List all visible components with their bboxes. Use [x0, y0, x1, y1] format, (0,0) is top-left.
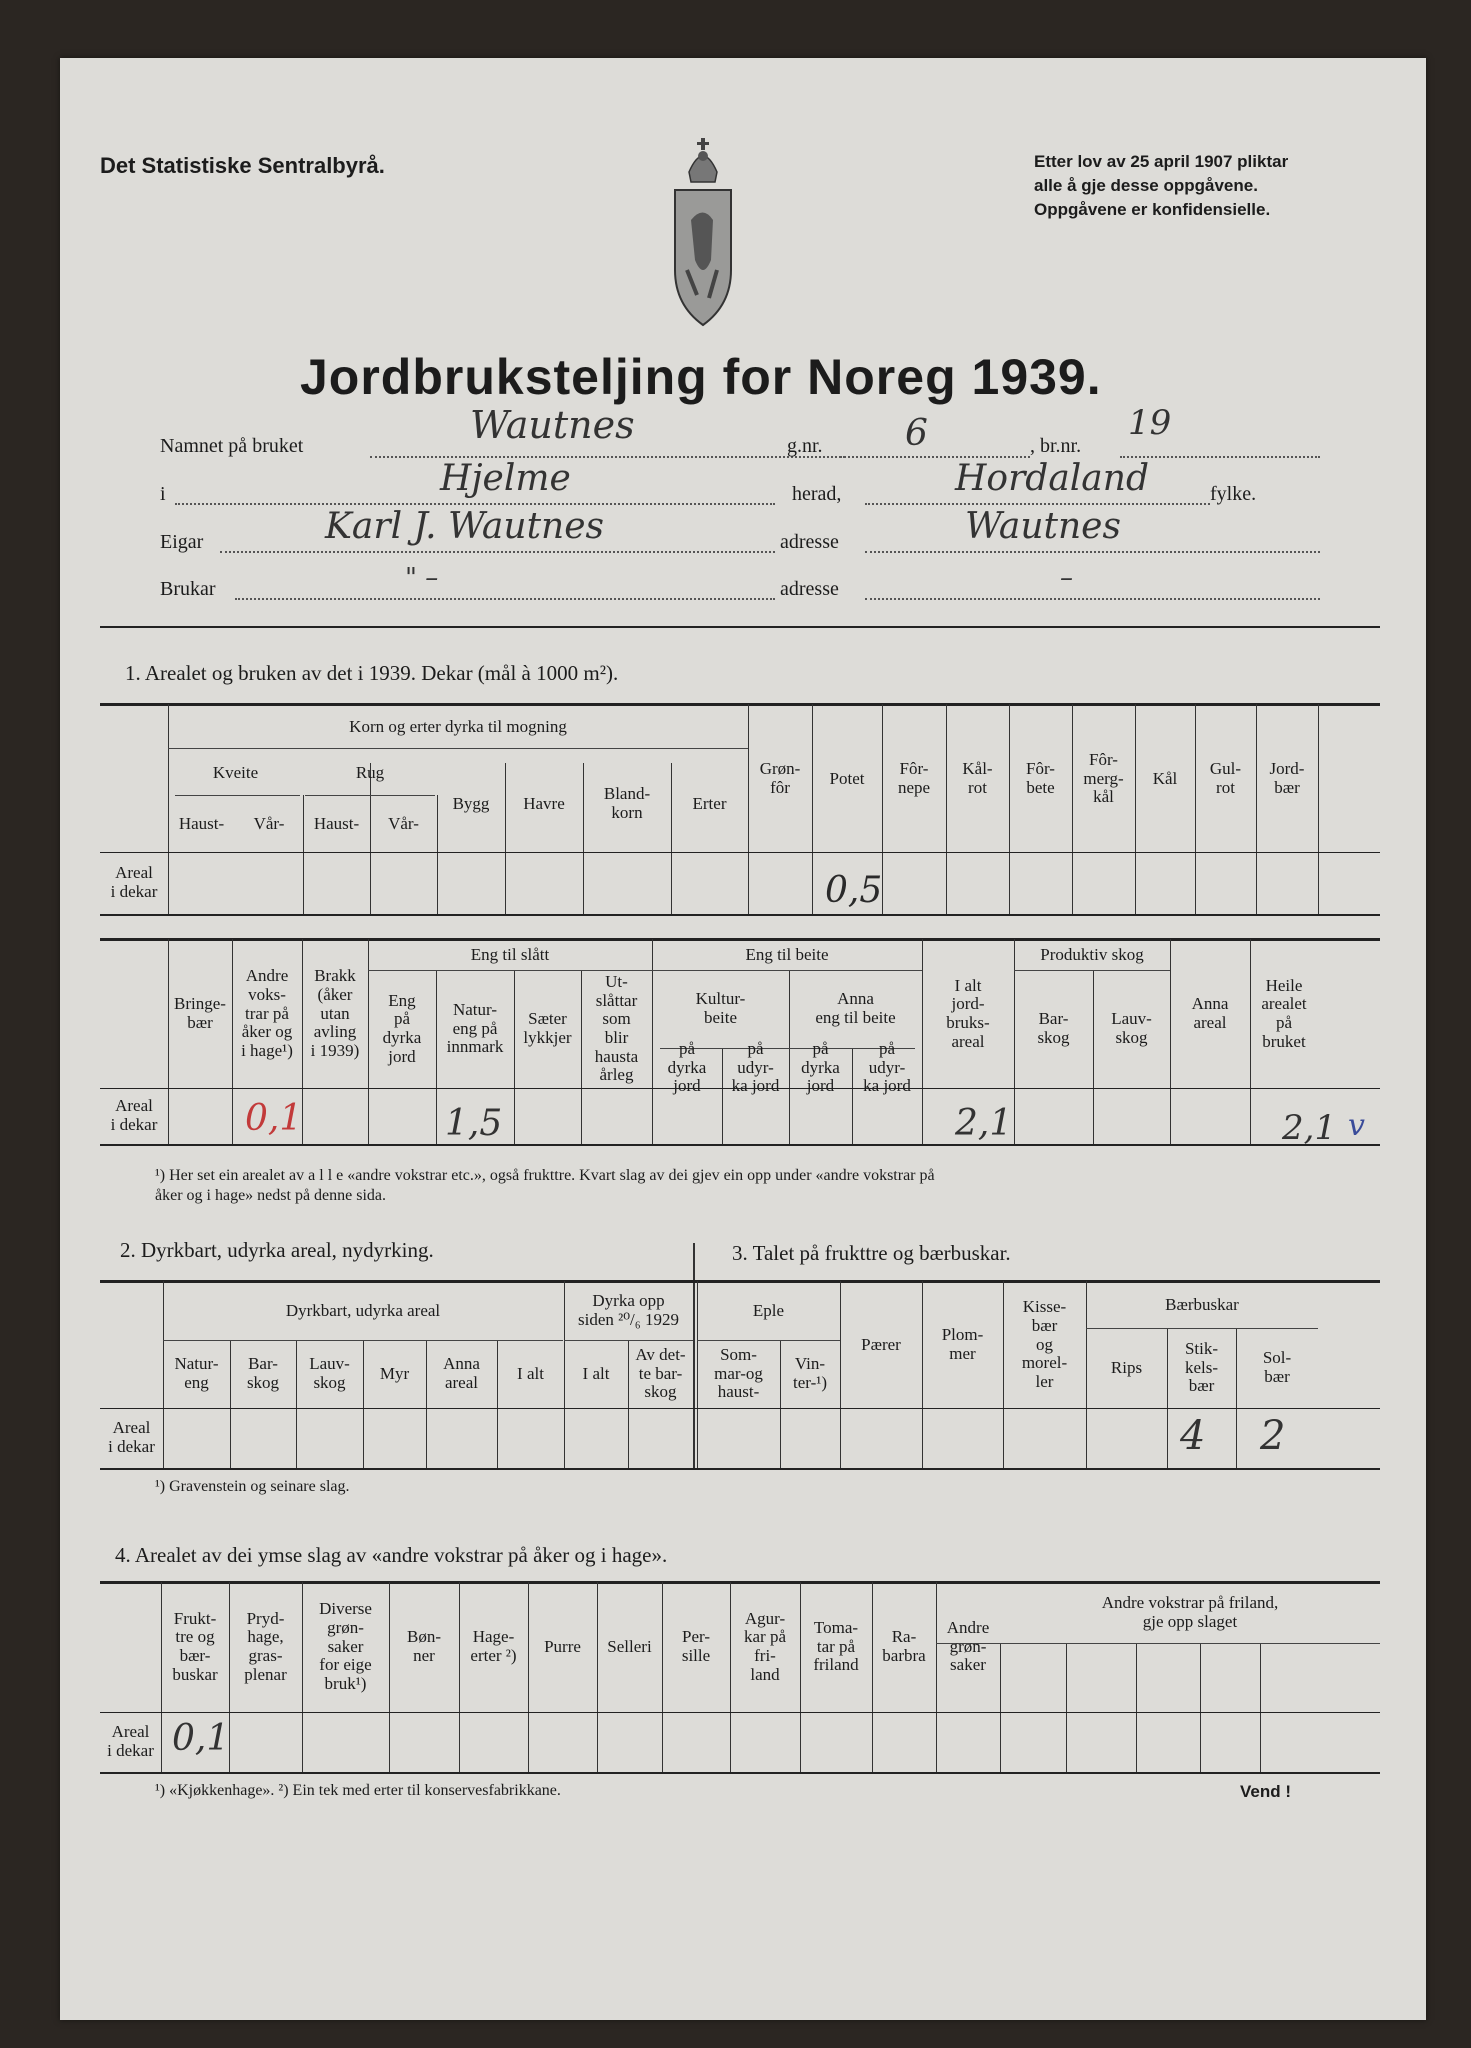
i-value: Hjelme — [440, 458, 571, 499]
kissebaer-header: Kisse- bær og morel- ler — [1021, 1297, 1068, 1392]
s2-i-alt-header: I alt — [517, 1363, 544, 1383]
i-alt-jord-header: I alt jord- bruks- areal — [946, 975, 990, 1051]
section4-footnote: ¹) «Kjøkkenhage». ²) Ein tek med erter til konservesfabrikkane. — [155, 1782, 561, 1799]
section2-title: 2. Dyrkbart, udyrka areal, nydyrking. — [120, 1238, 434, 1262]
heile-header: Heile arealet på bruket — [1261, 975, 1307, 1051]
section4-title: 4. Arealet av dei ymse slag av «andre vokstrar på åker og i hage». — [115, 1543, 668, 1567]
saeter-header: Sæter lykkjer — [523, 1009, 572, 1047]
frukttre-header: Frukt- tre og bær- buskar — [172, 1608, 218, 1684]
anna-areal-header: Anna areal — [1191, 994, 1229, 1032]
brukar-adresse-value: – — [1060, 563, 1073, 593]
solbaer-header: Sol- bær — [1262, 1348, 1292, 1386]
andre-gron-header: Andre grøn- saker — [946, 1617, 990, 1675]
rabarbra-header: Ra- barbra — [882, 1627, 926, 1665]
solbaer-value: 2 — [1260, 1413, 1286, 1459]
lauvskog-header: Lauv- skog — [1111, 1009, 1152, 1047]
brukar-label: Brukar — [160, 578, 216, 600]
heile-check-mark: v — [1348, 1108, 1365, 1143]
bygg-header: Bygg — [452, 793, 490, 813]
law-line-1: Etter lov av 25 april 1907 pliktar — [1034, 152, 1289, 171]
formergkal-header: Fôr- merg- kål — [1083, 749, 1124, 807]
kultur-pa-udyrka: på udyr- ka jord — [731, 1038, 780, 1096]
bringebaer-header: Bringe- bær — [174, 994, 226, 1032]
namnet-value: Wautnes — [470, 403, 635, 447]
law-notice — [1034, 150, 1288, 222]
section1-title: 1. Arealet og bruken av det i 1939. Dekar (mål à 1000 m²). — [125, 661, 619, 685]
kulturbeite-header: Kultur- beite — [695, 989, 746, 1027]
korn-header: Korn og erter dyrka til mogning — [349, 716, 567, 736]
form-paper — [60, 58, 1426, 2020]
gnr-value: 6 — [905, 413, 928, 454]
i-alt-value: 2,1 — [955, 1103, 1013, 1144]
utslattar-header: Ut- slåttar som blir hausta årleg — [594, 971, 639, 1085]
gulrot-header: Gul- rot — [1209, 759, 1242, 797]
eple-header: Eple — [752, 1300, 785, 1320]
coat-of-arms-icon — [667, 120, 739, 350]
frukttre-value: 0,1 — [172, 1718, 230, 1759]
kal-header: Kål — [1152, 768, 1178, 788]
areal-label-1a: Areal i dekar — [110, 863, 158, 901]
paerer-header: Pærer — [861, 1334, 901, 1354]
s2-barskog-header: Bar- skog — [246, 1354, 280, 1392]
kultur-pa-dyrka: på dyrka jord — [667, 1038, 707, 1096]
brukar-value: " – — [405, 563, 439, 593]
brakk-header: Brakk (åker utan avling i 1939) — [310, 966, 360, 1061]
areal-label-4: Areal i dekar — [107, 1722, 154, 1760]
baerbuskar-header: Bærbuskar — [1165, 1294, 1239, 1314]
s2-anna-areal-header: Anna areal — [443, 1354, 480, 1392]
kveite-var: Vår- — [253, 813, 285, 833]
eigar-value: Karl J. Wautnes — [325, 506, 604, 547]
anna-pa-dyrka: på dyrka jord — [801, 1038, 840, 1096]
plommer-header: Plom- mer — [941, 1325, 984, 1363]
prydhage-header: Pryd- hage, gras- plenar — [244, 1608, 287, 1684]
page-title: Jordbruksteljing for Noreg 1939. — [300, 349, 1102, 405]
gnr-label: g.nr. — [787, 435, 823, 457]
i-label: i — [160, 483, 166, 505]
tomatar-header: Toma- tar på friland — [813, 1617, 859, 1675]
eigar-label: Eigar — [160, 531, 204, 553]
produktiv-skog-header: Produktiv skog — [1040, 944, 1144, 964]
rug-header: Rug — [355, 762, 385, 782]
areal-label-1b: Areal i dekar — [110, 1096, 158, 1134]
barskog-header: Bar- skog — [1037, 1009, 1070, 1047]
dyrka-opp-header: Dyrka opp siden ²⁰/₆ 1929 — [578, 1291, 679, 1329]
vend-label: Vend ! — [1240, 1782, 1292, 1801]
namnet-label: Namnet på bruket — [160, 435, 304, 457]
law-line-2: alle å gje desse oppgåvene. — [1034, 176, 1258, 195]
kveite-haust: Haust- — [178, 813, 225, 833]
purre-header: Purre — [544, 1636, 581, 1656]
andre-friland-header: Andre vokstrar på friland, gje opp slaget — [1101, 1592, 1279, 1631]
erter-header: Erter — [692, 793, 727, 813]
potet-header: Potet — [829, 768, 865, 788]
hageerter-header: Hage- erter ²) — [470, 1627, 517, 1665]
dyrkbart-group-header: Dyrkbart, udyrka areal — [285, 1300, 441, 1320]
stikkelsbaer-header: Stik- kels- bær — [1184, 1338, 1219, 1396]
natureng-header: Natur- eng — [174, 1354, 219, 1392]
blandkorn-header: Bland- korn — [603, 784, 651, 822]
jordbaer-header: Jord- bær — [1269, 759, 1305, 797]
selleri-header: Selleri — [607, 1636, 652, 1656]
eigar-adresse-label: adresse — [780, 531, 839, 553]
andre-vokstrar-header: Andre voks- trar på åker og i hage¹) — [241, 966, 293, 1061]
agurkar-header: Agur- kar på fri- land — [743, 1608, 786, 1684]
gronfor-header: Grøn- fôr — [759, 759, 801, 797]
forbete-header: Fôr- bete — [1026, 759, 1055, 797]
vinter-header: Vin- ter-¹) — [792, 1354, 827, 1392]
heile-value: 2,1 — [1282, 1108, 1337, 1148]
potet-value: 0,5 — [825, 870, 883, 911]
naturbeng-value: 1,5 — [445, 1103, 503, 1144]
section1-footnote: ¹) Her set ein arealet av a l l e «andre vokstrar etc.», også frukttre. Kvart slag av dei gjev ein opp under «andre vokstrar på åker og i hage» nedst på denne sida. — [155, 1167, 935, 1204]
rug-haust: Haust- — [313, 813, 360, 833]
eigar-adresse-value: Wautnes — [965, 506, 1121, 547]
anna-eng-header: Anna eng til beite — [815, 989, 896, 1027]
brnr-label: , br.nr. — [1030, 435, 1082, 457]
bonner-header: Bøn- ner — [407, 1627, 441, 1665]
law-line-3: Oppgåvene er konfidensielle. — [1034, 200, 1271, 219]
s2-lauvskog-header: Lauv- skog — [309, 1354, 350, 1392]
kalrot-header: Kål- rot — [962, 759, 993, 797]
rug-var: Vår- — [388, 813, 419, 833]
eng-beite-header: Eng til beite — [745, 944, 829, 964]
herad-label: herad, — [792, 483, 842, 505]
diverse-header: Diverse grøn- saker for eige bruk¹) — [319, 1599, 372, 1694]
naturbeng-header: Natur- eng på innmark — [446, 999, 504, 1057]
andre-vokstrar-value: 0,1 — [245, 1098, 303, 1139]
section3-title: 3. Talet på frukttre og bærbuskar. — [732, 1241, 1011, 1265]
agency-name: Det Statistiske Sentralbyrå. — [100, 153, 385, 178]
dyrka-i-alt-header: I alt — [582, 1363, 610, 1383]
anna-pa-udyrka: på udyr- ka jord — [863, 1038, 911, 1096]
section2-footnote: ¹) Gravenstein og seinare slag. — [155, 1478, 350, 1495]
fornepe-header: Fôr- nepe — [897, 759, 931, 797]
brukar-adresse-label: adresse — [780, 578, 839, 600]
sommar-header: Som- mar-og haust- — [714, 1344, 763, 1402]
myr-header: Myr — [379, 1363, 410, 1383]
rips-header: Rips — [1110, 1357, 1143, 1377]
persille-header: Per- sille — [681, 1627, 711, 1665]
eng-slatt-header: Eng til slått — [470, 944, 550, 964]
herad-value: Hordaland — [955, 458, 1149, 499]
stikkelsbaer-value: 4 — [1180, 1413, 1206, 1459]
fylke-label: fylke. — [1210, 483, 1257, 505]
av-dette-header: Av det- te bar- skog — [635, 1344, 686, 1402]
brnr-value: 19 — [1128, 403, 1172, 443]
havre-header: Havre — [523, 793, 565, 813]
kveite-header: Kveite — [212, 762, 259, 782]
eng-dyrka-header: Eng på dyrka jord — [382, 990, 422, 1066]
areal-label-2: Areal i dekar — [108, 1418, 155, 1456]
